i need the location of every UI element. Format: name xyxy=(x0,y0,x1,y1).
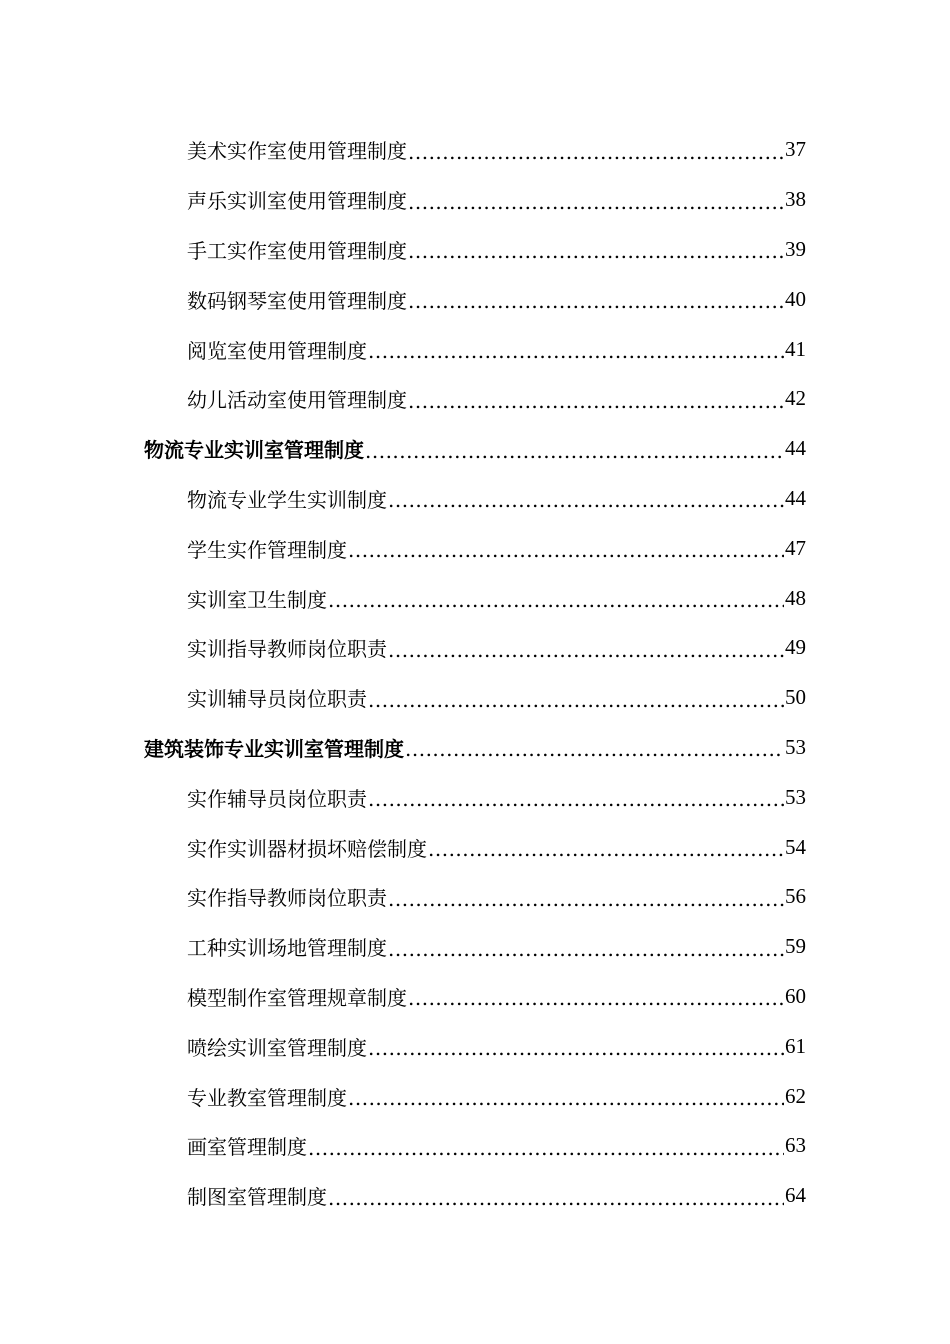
dot-leader xyxy=(368,339,784,363)
toc-entry-title: 实作实训器材损坏赔偿制度 xyxy=(187,836,427,861)
toc-entry-page: 61 xyxy=(785,1033,806,1058)
toc-entry[interactable] xyxy=(187,324,806,374)
toc-entry-page: 37 xyxy=(785,137,806,162)
toc-section-page: 44 xyxy=(785,436,806,461)
toc-entry[interactable] xyxy=(187,474,806,524)
toc-entry-title: 画室管理制度 xyxy=(187,1135,307,1160)
toc-entry[interactable] xyxy=(187,972,806,1022)
toc-entry[interactable] xyxy=(187,274,806,324)
dot-leader xyxy=(388,887,784,911)
toc-entry-page: 53 xyxy=(785,784,806,809)
toc-section-title: 物流专业实训室管理制度 xyxy=(144,438,364,463)
toc-entry-page: 44 xyxy=(785,485,806,510)
toc-entry[interactable] xyxy=(187,822,806,872)
toc-entry-title: 实作辅导员岗位职责 xyxy=(187,786,367,811)
toc-entry[interactable] xyxy=(187,175,806,225)
toc-entry-title: 工种实训场地管理制度 xyxy=(187,936,387,961)
dot-leader xyxy=(405,737,784,761)
toc-entry-title: 喷绘实训室管理制度 xyxy=(187,1035,367,1060)
toc-entry-page: 39 xyxy=(785,236,806,261)
toc-entry-title: 实作指导教师岗位职责 xyxy=(187,886,387,911)
toc-entry-title: 美术实作室使用管理制度 xyxy=(187,139,407,164)
dot-leader xyxy=(368,1036,784,1060)
toc-entry-title: 制图室管理制度 xyxy=(187,1185,327,1210)
toc-section-heading[interactable] xyxy=(144,424,806,474)
toc-entry-title: 专业教室管理制度 xyxy=(187,1085,347,1110)
toc-entry-title: 实训指导教师岗位职责 xyxy=(187,637,387,662)
dot-leader xyxy=(388,937,784,961)
toc-entry[interactable] xyxy=(187,922,806,972)
toc-entry[interactable] xyxy=(187,872,806,922)
toc-section-heading[interactable] xyxy=(144,723,806,773)
toc-entry[interactable] xyxy=(187,1121,806,1171)
dot-leader xyxy=(408,289,784,313)
toc-entry-page: 42 xyxy=(785,386,806,411)
toc-entry[interactable] xyxy=(187,772,806,822)
toc-entry[interactable] xyxy=(187,1071,806,1121)
toc-entry-page: 49 xyxy=(785,635,806,660)
dot-leader xyxy=(428,837,784,861)
toc-entry-title: 声乐实训室使用管理制度 xyxy=(187,189,407,214)
toc-entry-page: 64 xyxy=(785,1183,806,1208)
toc-entry-page: 54 xyxy=(785,834,806,859)
toc-section-page: 53 xyxy=(785,734,806,759)
toc-entry-page: 56 xyxy=(785,884,806,909)
toc-entry-title: 幼儿活动室使用管理制度 xyxy=(187,388,407,413)
dot-leader xyxy=(388,638,784,662)
dot-leader xyxy=(348,1086,784,1110)
toc-entry-page: 63 xyxy=(785,1133,806,1158)
dot-leader xyxy=(388,488,784,512)
dot-leader xyxy=(408,190,784,214)
toc-section-title: 建筑装饰专业实训室管理制度 xyxy=(144,736,404,761)
toc-entry[interactable] xyxy=(187,573,806,623)
toc-entry-title: 数码钢琴室使用管理制度 xyxy=(187,288,407,313)
toc-entry[interactable] xyxy=(187,374,806,424)
dot-leader xyxy=(328,1186,784,1210)
toc-entry-title: 实训辅导员岗位职责 xyxy=(187,687,367,712)
dot-leader xyxy=(348,538,784,562)
toc-entry-title: 手工实作室使用管理制度 xyxy=(187,238,407,263)
dot-leader xyxy=(368,688,784,712)
toc-entry[interactable] xyxy=(187,523,806,573)
toc-entry-title: 物流专业学生实训制度 xyxy=(187,487,387,512)
toc-entry[interactable] xyxy=(187,1021,806,1071)
toc-entry-page: 59 xyxy=(785,934,806,959)
toc-entry-title: 模型制作室管理规章制度 xyxy=(187,985,407,1010)
toc-entry-page: 60 xyxy=(785,983,806,1008)
toc-entry-page: 47 xyxy=(785,535,806,560)
toc-entry-page: 40 xyxy=(785,286,806,311)
toc-entry[interactable] xyxy=(187,623,806,673)
dot-leader xyxy=(408,389,784,413)
dot-leader xyxy=(368,787,784,811)
dot-leader xyxy=(408,140,784,164)
toc-entry[interactable] xyxy=(187,125,806,175)
dot-leader xyxy=(365,439,784,463)
toc-entry-page: 48 xyxy=(785,585,806,610)
toc-entry[interactable] xyxy=(187,1171,806,1221)
dot-leader xyxy=(308,1136,784,1160)
toc-entry-page: 41 xyxy=(785,336,806,361)
toc-entry[interactable] xyxy=(187,673,806,723)
dot-leader xyxy=(408,986,784,1010)
toc-entry-page: 38 xyxy=(785,187,806,212)
table-of-contents xyxy=(0,125,950,1221)
toc-entry-title: 实训室卫生制度 xyxy=(187,587,327,612)
toc-entry[interactable] xyxy=(187,225,806,275)
toc-entry-title: 学生实作管理制度 xyxy=(187,537,347,562)
toc-entry-page: 62 xyxy=(785,1083,806,1108)
dot-leader xyxy=(408,239,784,263)
toc-entry-page: 50 xyxy=(785,685,806,710)
dot-leader xyxy=(328,588,784,612)
toc-entry-title: 阅览室使用管理制度 xyxy=(187,338,367,363)
